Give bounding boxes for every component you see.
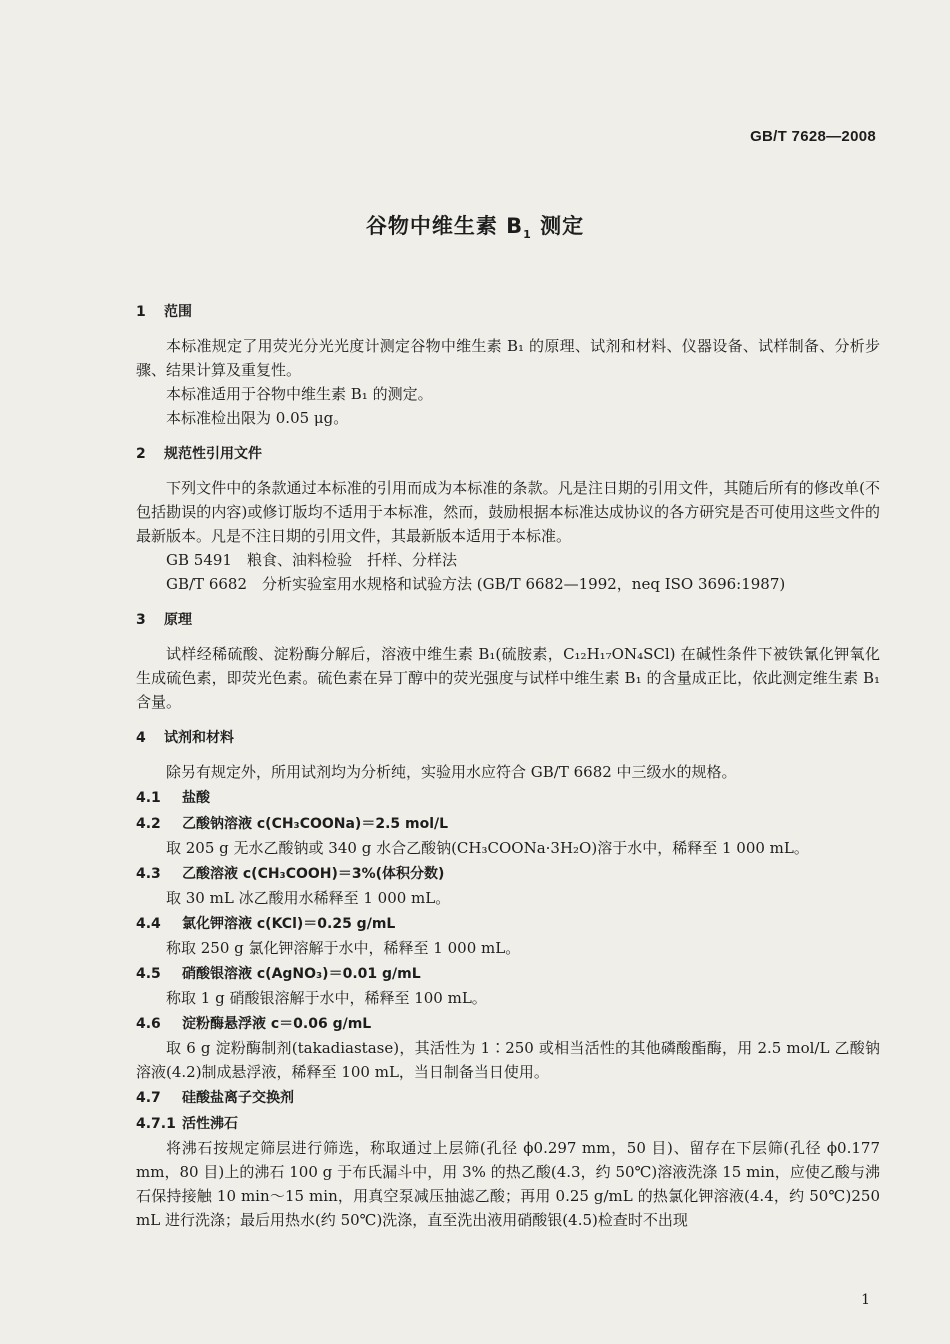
paragraph: 本标准规定了用荧光分光光度计测定谷物中维生素 B₁ 的原理、试剂和材料、仪器设备、试样制备、分析步骤、结果计算及重复性。 (136, 337, 880, 379)
title-tail: 测定 (531, 214, 585, 238)
page-title (0, 210, 950, 241)
section-heading-1: 1 范围 (136, 304, 192, 320)
clause-text: 取 205 g 无水乙酸钠或 340 g 水合乙酸钠(CH₃COONa·3H₂O)溶于水中，稀释至 1 000 mL。 (166, 839, 809, 857)
clause-text: 称取 250 g 氯化钾溶解于水中，稀释至 1 000 mL。 (166, 939, 521, 957)
paragraph: 试样经稀硫酸、淀粉酶分解后，溶液中维生素 B₁(硫胺素，C₁₂H₁₇ON₄SCl) 在碱性条件下被铁氰化钾氧化生成硫色素，即荧光色素。硫色素在异丁醇中的荧光强度与试样中维生素 B₁ 的含量成正比，依此测定维生素 B₁ 含量。 (136, 645, 880, 711)
clause-heading-4-7: 4.7 硅酸盐离子交换剂 (136, 1090, 294, 1106)
reference-item: GB/T 6682 分析实验室用水规格和试验方法 (GB/T 6682—1992，neq ISO 3696:1987) (166, 575, 786, 593)
standard-code: GB/T 7628—2008 (750, 128, 876, 145)
paragraph: 本标准检出限为 0.05 μg。 (166, 409, 349, 427)
clause-heading-4-3: 4.3 乙酸溶液 c(CH₃COOH)＝3%(体积分数) (136, 866, 445, 882)
page-number: 1 (861, 1292, 870, 1308)
clause-text: 取 30 mL 冰乙酸用水稀释至 1 000 mL。 (166, 889, 451, 907)
clause-text: 称取 1 g 硝酸银溶解于水中，稀释至 100 mL。 (166, 989, 487, 1007)
section-heading-4: 4 试剂和材料 (136, 730, 234, 746)
paragraph: 下列文件中的条款通过本标准的引用而成为本标准的条款。凡是注日期的引用文件，其随后所有的修改单(不包括勘误的内容)或修订版均不适用于本标准，然而，鼓励根据本标准达成协议的各方研究是否可使用这些文件的最新版本。凡是不注日期的引用文件，其最新版本适用于本标准。 (136, 479, 880, 545)
clause-text: 将沸石按规定筛层进行筛选，称取通过上层筛(孔径 ϕ0.297 mm，50 目)、留存在下层筛(孔径 ϕ0.177 mm，80 目)上的沸石 100 g 于布氏漏斗中，用 3% 的热乙酸(4.3，约 50℃)溶液洗涤 15 min，应使乙酸与沸石保持接触 10 min～15 min，用真空泵减压抽滤乙酸；再用 0.25 g/mL 的热氯化钾溶液(4.4，约 50℃)250 mL 进行洗涤；最后用热水(约 50℃)洗涤，直至洗出液用硝酸银(4.5)检查时不出现 (136, 1139, 880, 1229)
document-body (136, 288, 880, 1232)
clause-heading-4-5: 4.5 硝酸银溶液 c(AgNO₃)＝0.01 g/mL (136, 966, 421, 982)
clause-heading-4-6: 4.6 淀粉酶悬浮液 c＝0.06 g/mL (136, 1016, 372, 1032)
clause-heading-4-2: 4.2 乙酸钠溶液 c(CH₃COONa)＝2.5 mol/L (136, 816, 449, 832)
paragraph: 本标准适用于谷物中维生素 B₁ 的测定。 (166, 385, 433, 403)
clause-heading-4-4: 4.4 氯化钾溶液 c(KCl)＝0.25 g/mL (136, 916, 396, 932)
clause-heading-4-1: 4.1 盐酸 (136, 790, 210, 806)
section-heading-2: 2 规范性引用文件 (136, 446, 262, 462)
title-subscript: 1 (523, 228, 532, 242)
section-heading-3: 3 原理 (136, 612, 192, 628)
title-main: 谷物中维生素 B (365, 214, 524, 238)
clause-text: 取 6 g 淀粉酶制剂(takadiastase)，其活性为 1∶250 或相当活性的其他磷酸酯酶，用 2.5 mol/L 乙酸钠溶液(4.2)制成悬浮液，稀释至 100 mL，当日制备当日使用。 (136, 1039, 880, 1081)
reference-item: GB 5491 粮食、油料检验 扦样、分样法 (166, 551, 457, 569)
paragraph: 除另有规定外，所用试剂均为分析纯，实验用水应符合 GB/T 6682 中三级水的规格。 (166, 763, 737, 781)
clause-heading-4-7-1: 4.7.1 活性沸石 (136, 1116, 238, 1132)
